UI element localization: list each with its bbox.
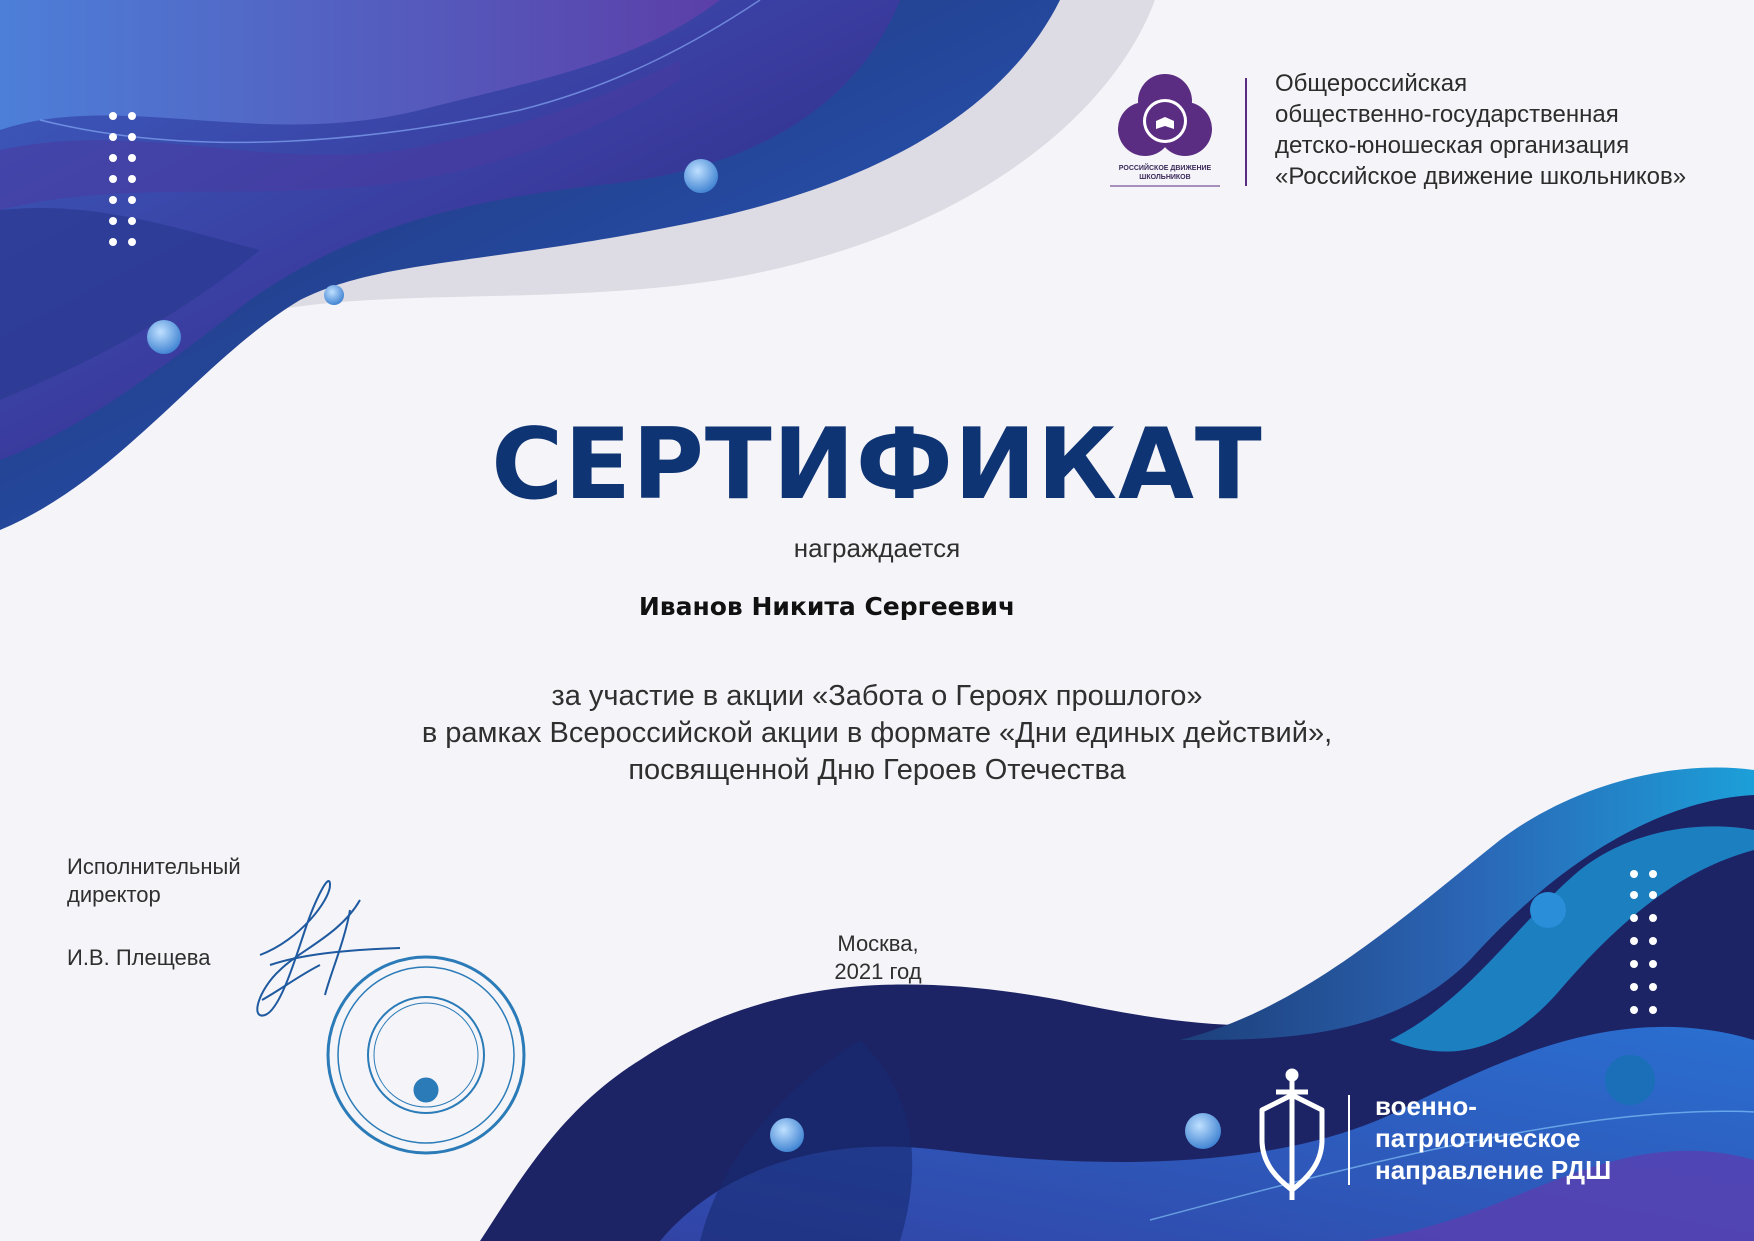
organization-stamp <box>328 957 524 1153</box>
recipient-name: Иванов Никита Сергеевич <box>638 592 1016 621</box>
department-label: военно- патриотическое направление РДШ <box>1375 1091 1612 1185</box>
certificate-title: СЕРТИФИКАТ <box>491 408 1263 522</box>
organization-name: Общероссийская общественно-государственная детско-юношеская организация «Российское движение школьников» <box>1275 70 1687 190</box>
description-line: за участие в акции «Забота о Героях прошлого» <box>551 680 1203 712</box>
certificate-description <box>0 678 1754 789</box>
header-divider <box>1245 78 1247 186</box>
description-line: посвященной Дню Героев Отечества <box>628 754 1126 786</box>
signer-name: И.В. Плещева <box>67 945 211 970</box>
place-date <box>778 930 978 986</box>
year: 2021 год <box>834 959 922 984</box>
signer-position-line: директор <box>67 882 161 907</box>
signer-position-line: Исполнительный <box>67 854 241 879</box>
rdsh-logo-icon <box>1118 74 1212 156</box>
city: Москва, <box>837 931 919 956</box>
signer-position <box>67 853 241 909</box>
description-line: в рамках Всероссийской акции в формате «Дни единых действий», <box>421 717 1333 749</box>
logo-caption: РОССИЙСКОЕ ДВИЖЕНИЕ ШКОЛЬНИКОВ <box>1118 165 1212 181</box>
signature-mark <box>257 881 400 1016</box>
awarded-label: награждается <box>793 533 961 563</box>
